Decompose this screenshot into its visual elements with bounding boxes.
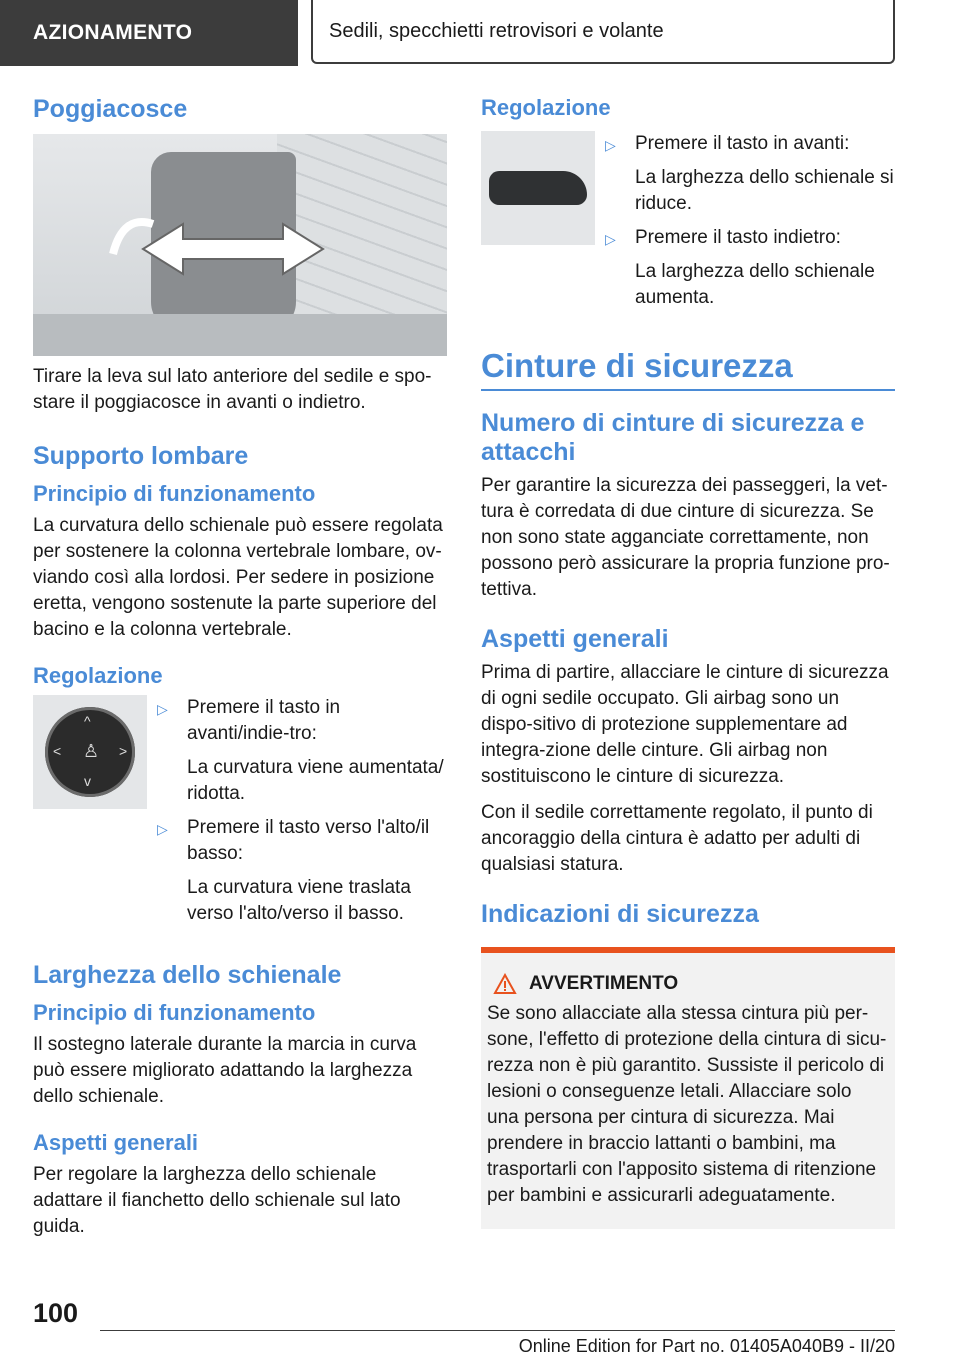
width-principle-heading: Principio di funzionamento (33, 1000, 316, 1025)
belts-general-text-1: Prima di partire, allacciare le cinture di sicurezza di ogni sedile occupato. Gli airbag sono un dispo-sitivo di protezione supplementare ad integra-zione delle cinture. Gli airbag non sostituiscono le cinture di sicurezza. (481, 662, 889, 787)
warning-box (481, 947, 895, 1229)
belts-heading: Cinture di sicurezza (481, 347, 793, 384)
belts-number-heading: Numero di cinture di sicurezza e attacchi (481, 409, 865, 466)
width-heading: Larghezza dello schienale (33, 961, 342, 989)
left-column (33, 95, 447, 1250)
warning-triangle-icon (493, 973, 517, 995)
list-item: ▷ Premere il tasto verso l'alto/il basso: La curvatura viene traslata verso l'alto/verso il basso. (157, 815, 447, 935)
edition-note: Online Edition for Part no. 01405A040B9 - II/20 (518, 1336, 895, 1356)
double-arrow-icon (103, 194, 343, 304)
triangle-bullet-icon: ▷ (157, 821, 168, 837)
lumbar-adjust-heading: Regolazione (33, 663, 163, 688)
list-item: ▷ Premere il tasto in avanti/indie-tro: La curvatura viene aumentata/ ridotta. (157, 695, 447, 815)
triangle-bullet-icon: ▷ (157, 701, 168, 717)
belts-number-text: Per garantire la sicurezza dei passeggeri, la vet-tura è corredata di due cinture di sicurezza. Se non sono state agganciate correttamente, non possono però assicurare la propria funzione pro-tettiva. (481, 475, 890, 600)
right-column (481, 95, 895, 1229)
headrest-text: Tirare la leva sul lato anteriore del sedile e spo-stare il poggiacosce in avanti o indietro. (33, 366, 432, 413)
width-adjust-heading: Regolazione (481, 95, 611, 120)
list-item: ▷ Premere il tasto in avanti: La larghezza dello schienale si riduce. (605, 131, 895, 225)
width-general-text: Per regolare la larghezza dello schienale adattare il fianchetto dello schienale sul lato guida. (33, 1164, 401, 1237)
belts-title-rule (481, 347, 895, 391)
lumbar-adjust-block (33, 695, 447, 935)
belts-general-heading: Aspetti generali (481, 625, 669, 653)
belts-general-text-2: Con il sedile correttamente regolato, il punto di ancoraggio della cintura è adatto per adulti di qualsiasi statura. (481, 802, 873, 875)
chapter-tab: Sedili, specchietti retrovisori e volante (311, 0, 895, 64)
page-header (0, 0, 960, 66)
width-general-heading: Aspetti generali (33, 1130, 199, 1155)
width-adjust-block (481, 131, 895, 319)
width-switch-image (481, 131, 595, 245)
lumbar-knob-icon: ^ v < > ♙ (45, 707, 135, 797)
triangle-bullet-icon: ▷ (605, 231, 616, 247)
list-item: ▷ Premere il tasto indietro: La larghezza dello schienale aumenta. (605, 225, 895, 319)
lumbar-principle-heading: Principio di funzionamento (33, 481, 316, 506)
headrest-heading: Poggiacosce (33, 95, 188, 123)
lumbar-switch-image (33, 695, 147, 809)
seat-photo (33, 134, 447, 356)
page-number: 100 (33, 1298, 79, 1328)
width-principle-text: Il sostegno laterale durante la marcia in curva può essere migliorato adattando la larghezza dello schienale. (33, 1034, 417, 1107)
triangle-bullet-icon: ▷ (605, 137, 616, 153)
warning-text: Se sono allacciate alla stessa cintura più per-sone, l'effetto di protezione della cintura di sicu-rezza non è più garantito. Sussiste il pericolo di lesioni o conseguenze letali. Allacciare solo una persona per cintura di sicurezza. Mai prendere in braccio lattanti o bambini, ma trasportarli con l'apposito sistema di ritenzione per bambini e assicurarli adeguatamente. (487, 1003, 887, 1206)
lumbar-heading: Supporto lombare (33, 442, 249, 470)
section-tab: AZIONAMENTO (0, 0, 298, 66)
safety-heading: Indicazioni di sicurezza (481, 900, 759, 928)
warning-title: AVVERTIMENTO (529, 973, 679, 994)
lumbar-principle-text: La curvatura dello schienale può essere regolata per sostenere la colonna vertebrale lombare, ov-viando così alla lordosi. Per sedere in posizione eretta, vengono sostenute la parte superiore del bacino e la colonna vertebrale. (33, 515, 443, 640)
width-button-icon (489, 171, 587, 205)
footer-divider (100, 1330, 895, 1331)
page-footer (0, 1298, 960, 1362)
